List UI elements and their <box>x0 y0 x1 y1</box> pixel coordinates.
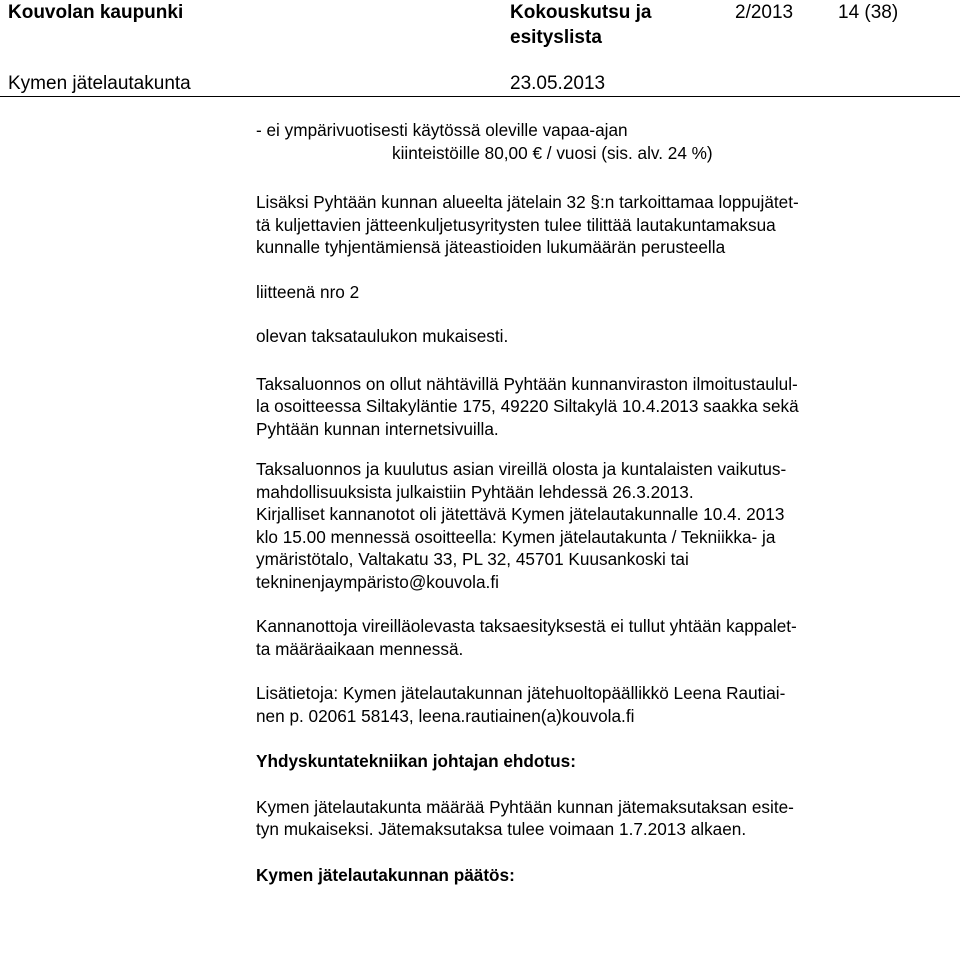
decision-heading: Kymen jätelautakunnan päätös: <box>256 864 515 885</box>
bullet-line: - ei ympärivuotisesti käytössä oleville vapaa-ajan <box>256 120 628 140</box>
paragraph-line: Kymen jätelautakunta määrää Pyhtään kunnan jätemaksutaksan esite- <box>256 796 794 817</box>
paragraph-line: ymäristötalo, Valtakatu 33, PL 32, 45701 Kuusankoski tai <box>256 549 689 569</box>
paragraph-line: Kannanottoja vireilläolevasta taksaesityksestä ei tullut yhtään kappalet- <box>256 616 797 636</box>
paragraph-line: Kirjalliset kannanotot oli jätettävä Kymen jätelautakunnalle 10.4. 2013 <box>256 504 785 524</box>
bullet-line: kiinteistöille 80,00 € / vuosi (sis. alv. 24 %) <box>392 142 713 163</box>
board-name: Kymen jätelautakunta <box>8 73 191 94</box>
paragraph-line: olevan taksataulukon mukaisesti. <box>256 326 509 346</box>
paragraph-line: Taksaluonnos ja kuulutus asian vireillä olosta ja kuntalaisten vaikutus- <box>256 459 787 479</box>
paragraph-line: Pyhtään kunnan internetsivuilla. <box>256 418 499 439</box>
paragraph-line: tekninenjaympäristo@kouvola.fi <box>256 571 499 592</box>
meeting-date: 23.05.2013 <box>510 73 606 94</box>
paragraph-line: Taksaluonnos on ollut nähtävillä Pyhtään kunnanviraston ilmoitustaulul- <box>256 373 798 394</box>
paragraph-line: Lisätietoja: Kymen jätelautakunnan jätehuoltopäällikkö Leena Rautiai- <box>256 683 786 703</box>
paragraph-line: mahdollisuuksista julkaistiin Pyhtään lehdessä 26.3.2013. <box>256 481 694 502</box>
paragraph-line: ta määräaikaan mennessä. <box>256 638 464 659</box>
proposal-heading: Yhdyskuntatekniikan johtajan ehdotus: <box>256 751 576 771</box>
header-divider <box>0 96 960 97</box>
paragraph-line: klo 15.00 mennessä osoitteella: Kymen jätelautakunta / Tekniikka- ja <box>256 526 776 547</box>
paragraph-line: la osoitteessa Siltakyläntie 175, 49220 Siltakylä 10.4.2013 saakka sekä <box>256 396 799 416</box>
document-type-line1: Kokouskutsu ja <box>510 2 652 23</box>
document-number: 2/2013 <box>735 2 794 23</box>
attachment-reference: liitteenä nro 2 <box>256 281 360 302</box>
paragraph-line: tyn mukaiseksi. Jätemaksutaksa tulee voimaan 1.7.2013 alkaen. <box>256 819 747 839</box>
paragraph-line: Lisäksi Pyhtään kunnan alueelta jätelain 32 §:n tarkoittamaa loppujätet- <box>256 192 799 212</box>
document-type-line2: esityslista <box>510 27 602 48</box>
paragraph-line: tä kuljettavien jätteenkuljetusyritysten tulee tilittää lautakuntamaksua <box>256 214 776 235</box>
paragraph-line: kunnalle tyhjentämiensä jäteastioiden lukumäärän perusteella <box>256 237 726 257</box>
municipality-name: Kouvolan kaupunki <box>8 2 184 23</box>
document-body <box>256 119 946 886</box>
paragraph-line: nen p. 02061 58143, leena.rautiainen(a)kouvola.fi <box>256 705 635 726</box>
page-number: 14 (38) <box>838 2 899 23</box>
